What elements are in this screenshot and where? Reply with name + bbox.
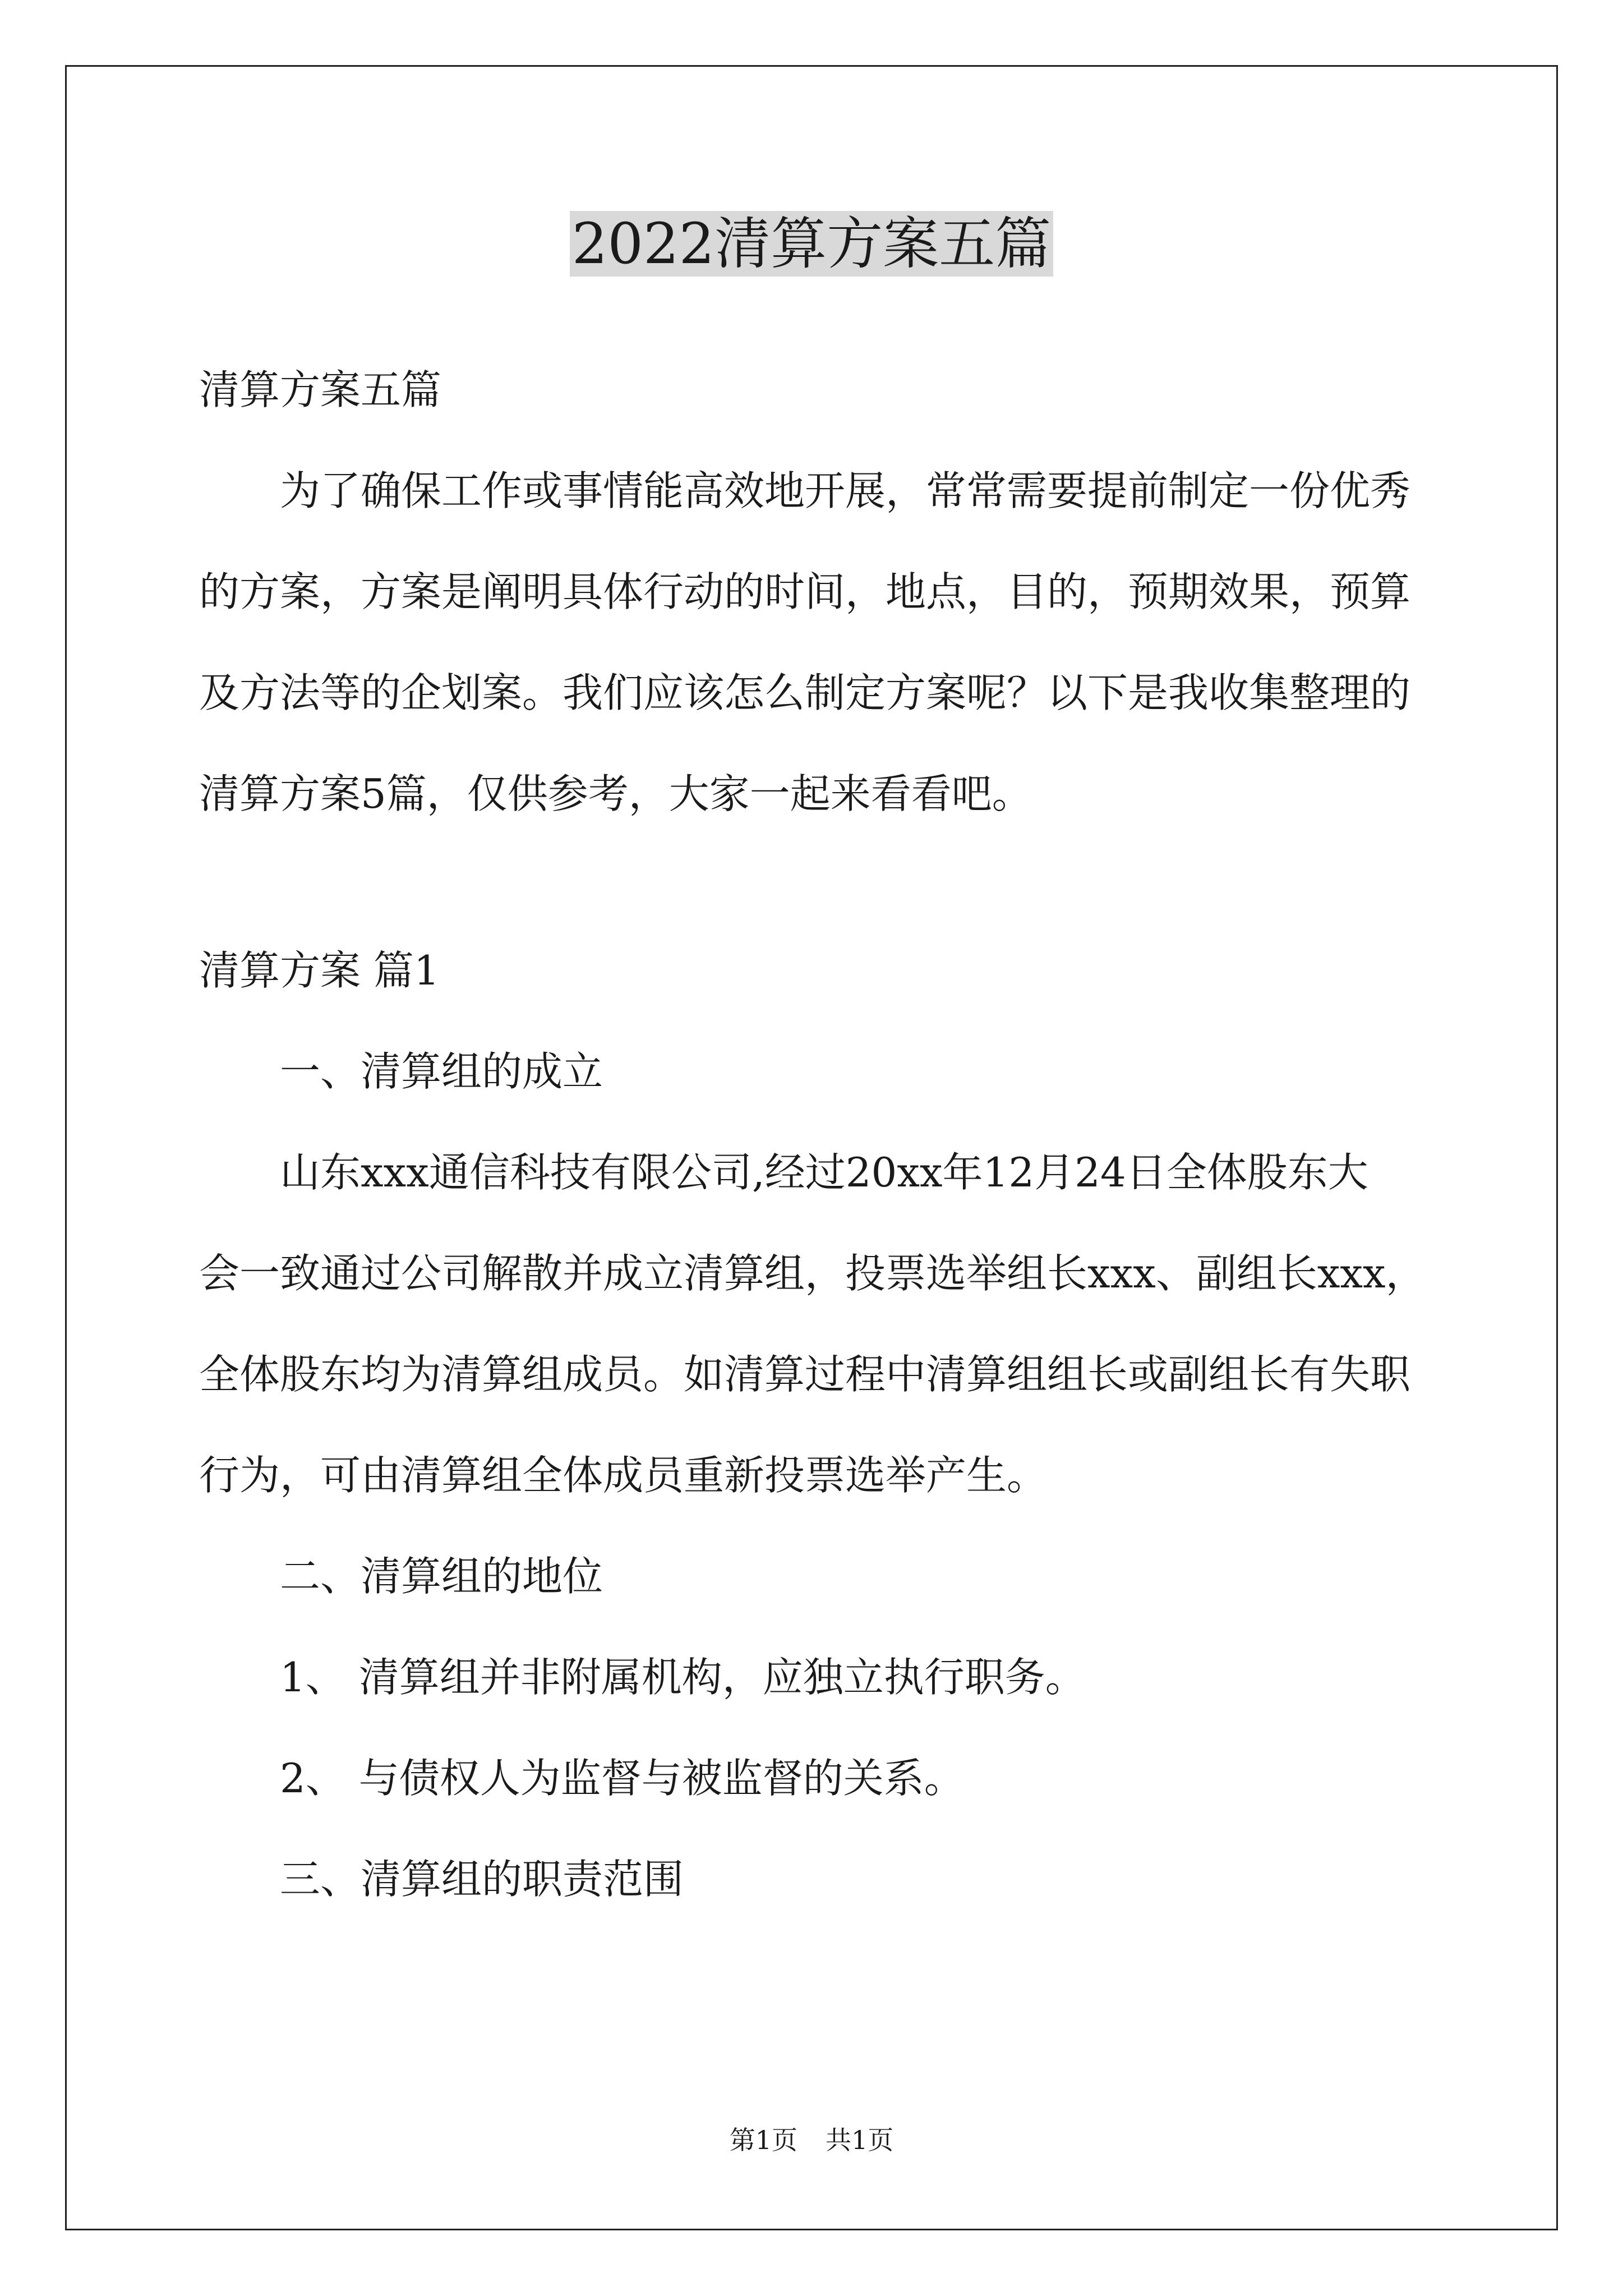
page-number: 第1页 [729,2125,797,2155]
intro-line: 为了确保工作或事情能高效地开展，常常需要提前制定一份优秀 [280,467,1411,514]
paragraph-line: 全体股东均为清算组成员。如清算过程中清算组组长或副组长有失职 [199,1351,1411,1398]
page-total: 共1页 [826,2125,894,2155]
paragraph-line: 行为，可由清算组全体成员重新投票选举产生。 [199,1452,1048,1499]
document-title-text: 2022清算方案五篇 [570,211,1054,277]
document-body [199,339,1427,1930]
part-heading: 三、清算组的职责范围 [280,1856,684,1903]
list-item: 1、 清算组并非附属机构，应独立执行职务。 [280,1654,1086,1701]
intro-line: 及方法等的企划案。我们应该怎么制定方案呢？以下是我收集整理的 [199,669,1411,716]
part-heading: 一、清算组的成立 [280,1048,603,1095]
intro-line: 的方案，方案是阐明具体行动的时间，地点，目的，预期效果，预算 [199,568,1411,615]
section-heading: 清算方案 篇1 [199,947,440,994]
document-title [0,205,1623,283]
page-footer [0,2123,1623,2157]
part-heading: 二、清算组的地位 [280,1553,603,1600]
paragraph-spacer [199,844,1427,920]
list-item: 2、 与债权人为监督与被监督的关系。 [280,1755,965,1802]
paragraph-line: 会一致通过公司解散并成立清算组，投票选举组长xxx、副组长xxx， [199,1250,1426,1297]
paragraph-line: 山东xxx通信科技有限公司,经过20xx年12月24日全体股东大 [280,1149,1368,1196]
intro-line: 清算方案5篇，仅供参考，大家一起来看看吧。 [199,770,1032,817]
subtitle: 清算方案五篇 [199,366,442,413]
